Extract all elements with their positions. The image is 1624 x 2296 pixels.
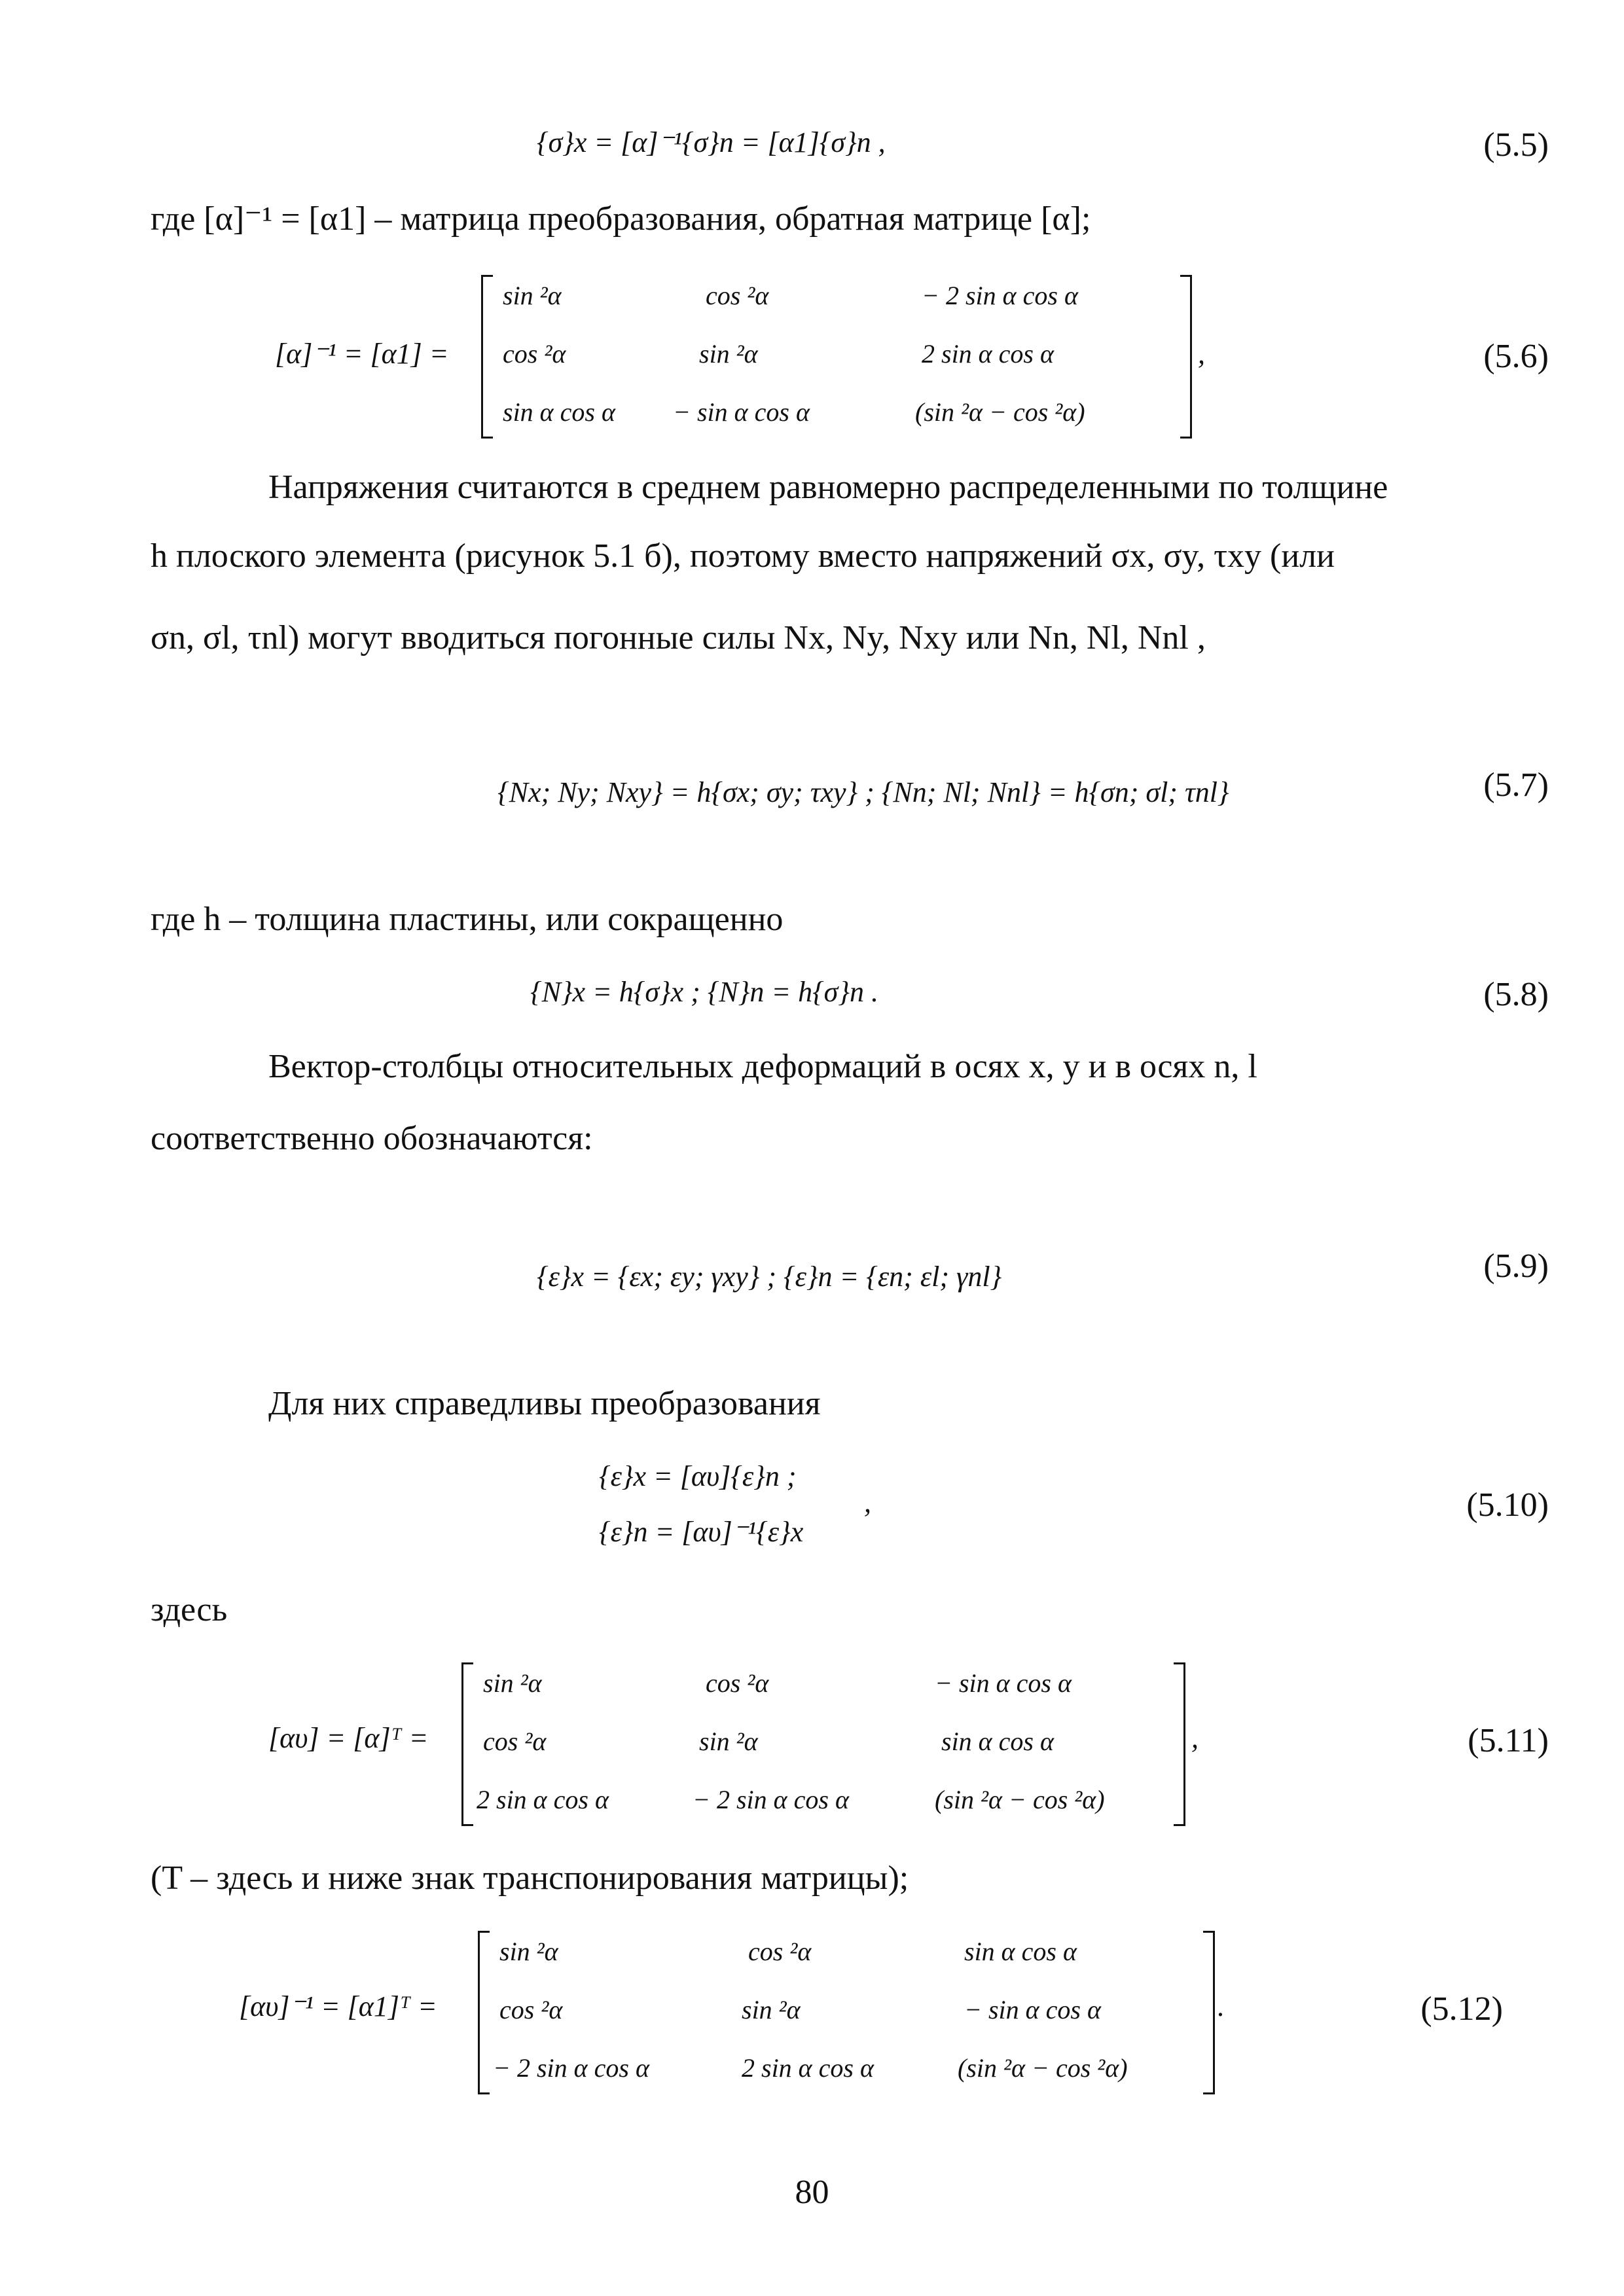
equation-number-5-11: (5.11) (1468, 1722, 1549, 1759)
matrix-5-12-cell-r3c1: − 2 sin α cos α (493, 2053, 649, 2083)
matrix-5-6-cell-r2c2: sin ²α (699, 339, 758, 368)
equation-5-6-lhs: [α]⁻¹ = [α1] = (275, 338, 449, 370)
matrix-5-11-cell-r3c3: (sin ²α − cos ²α) (935, 1785, 1105, 1814)
paragraph-transformations: Для них справедливы преобразования (268, 1385, 821, 1422)
equation-5-5: {σ}x = [α]⁻¹{σ}n = [α1]{σ}n , (537, 126, 886, 158)
paragraph-transpose-note: (T – здесь и ниже знак транспонирования матрицы); (151, 1859, 909, 1897)
matrix-5-11-cell-r2c3: sin α cos α (941, 1727, 1054, 1756)
equation-number-5-12: (5.12) (1420, 1990, 1503, 2028)
matrix-5-12-cell-r1c3: sin α cos α (964, 1937, 1077, 1966)
matrix-5-12-cell-r2c1: cos ²α (499, 1995, 563, 2024)
matrix-5-11-cell-r3c2: − 2 sin α cos α (693, 1785, 849, 1814)
equation-number-5-10: (5.10) (1466, 1486, 1549, 1524)
matrix-5-12-cell-r3c2: 2 sin α cos α (742, 2053, 874, 2083)
paragraph-thickness: где h – толщина пластины, или сокращенно (151, 901, 784, 938)
matrix-5-6 (481, 275, 1192, 439)
equation-number-5-7: (5.7) (1483, 766, 1549, 804)
equation-5-7: {Nx; Ny; Nxy} = h{σx; σy; τxy} ; {Nn; Nl; Nnl} = h{σn; σl; τnl} (497, 776, 1229, 808)
paragraph-stresses-line-1: Напряжения считаются в среднем равномерно распределенными по толщине (268, 469, 1388, 506)
matrix-5-11-cell-r3c1: 2 sin α cos α (477, 1785, 609, 1814)
paragraph-inverse-matrix: где [α]⁻¹ = [α1] – матрица преобразования, обратная матрице [α]; (151, 200, 1091, 238)
equation-number-5-5: (5.5) (1483, 126, 1549, 164)
equation-5-6-suffix: , (1198, 338, 1205, 370)
matrix-5-6-cell-r3c3: (sin ²α − cos ²α) (915, 397, 1085, 427)
paragraph-strain-vectors-line-1: Вектор-столбцы относительных деформаций в осях x, y и в осях n, l (268, 1048, 1257, 1085)
equation-5-9: {ε}x = {εx; εy; γxy} ; {ε}n = {εn; εl; γnl} (537, 1261, 1002, 1293)
equation-5-10-line-2: {ε}n = [αυ]⁻¹{ε}x (599, 1516, 804, 1548)
equation-5-10-line-1: {ε}x = [αυ]{ε}n ; (599, 1460, 797, 1492)
matrix-5-12-cell-r1c2: cos ²α (748, 1937, 812, 1966)
paragraph-here: здесь (151, 1591, 228, 1628)
equation-number-5-6: (5.6) (1483, 338, 1549, 375)
matrix-5-6-cell-r2c1: cos ²α (503, 339, 566, 368)
equation-number-5-8: (5.8) (1483, 976, 1549, 1013)
equation-5-11-suffix: , (1191, 1722, 1199, 1754)
matrix-5-6-cell-r1c2: cos ²α (706, 281, 769, 310)
matrix-5-6-cell-r3c1: sin α cos α (503, 397, 615, 427)
paragraph-stresses-line-3: σn, σl, τnl) могут вводиться погонные силы Nx, Ny, Nxy или Nn, Nl, Nnl , (151, 619, 1206, 656)
matrix-5-12 (478, 1931, 1215, 2094)
matrix-5-11-cell-r1c1: sin ²α (483, 1668, 542, 1698)
matrix-5-6-cell-r3c2: − sin α cos α (673, 397, 810, 427)
equation-5-10-suffix: , (864, 1486, 871, 1518)
matrix-5-12-cell-r2c2: sin ²α (742, 1995, 801, 2024)
matrix-5-12-cell-r3c3: (sin ²α − cos ²α) (958, 2053, 1128, 2083)
paragraph-strain-vectors-line-2: соответственно обозначаются: (151, 1120, 593, 1157)
matrix-5-11 (461, 1662, 1185, 1826)
matrix-5-6-cell-r2c3: 2 sin α cos α (922, 339, 1054, 368)
matrix-5-11-cell-r2c1: cos ²α (483, 1727, 547, 1756)
equation-5-8: {N}x = h{σ}x ; {N}n = h{σ}n . (530, 976, 878, 1008)
matrix-5-6-cell-r1c1: sin ²α (503, 281, 562, 310)
paragraph-stresses-line-2: h плоского элемента (рисунок 5.1 б), поэтому вместо напряжений σx, σy, τxy (или (151, 537, 1335, 575)
equation-5-12-lhs: [αυ]⁻¹ = [α1]ᵀ = (239, 1990, 437, 2022)
matrix-5-11-cell-r2c2: sin ²α (699, 1727, 758, 1756)
equation-5-12-suffix: . (1218, 1990, 1225, 2022)
page-number: 80 (795, 2174, 829, 2211)
matrix-5-11-cell-r1c3: − sin α cos α (935, 1668, 1072, 1698)
matrix-5-11-cell-r1c2: cos ²α (706, 1668, 769, 1698)
matrix-5-12-cell-r2c3: − sin α cos α (964, 1995, 1101, 2024)
matrix-5-12-cell-r1c1: sin ²α (499, 1937, 558, 1966)
equation-number-5-9: (5.9) (1483, 1247, 1549, 1285)
matrix-5-6-cell-r1c3: − 2 sin α cos α (922, 281, 1078, 310)
equation-5-11-lhs: [αυ] = [α]ᵀ = (268, 1722, 429, 1754)
